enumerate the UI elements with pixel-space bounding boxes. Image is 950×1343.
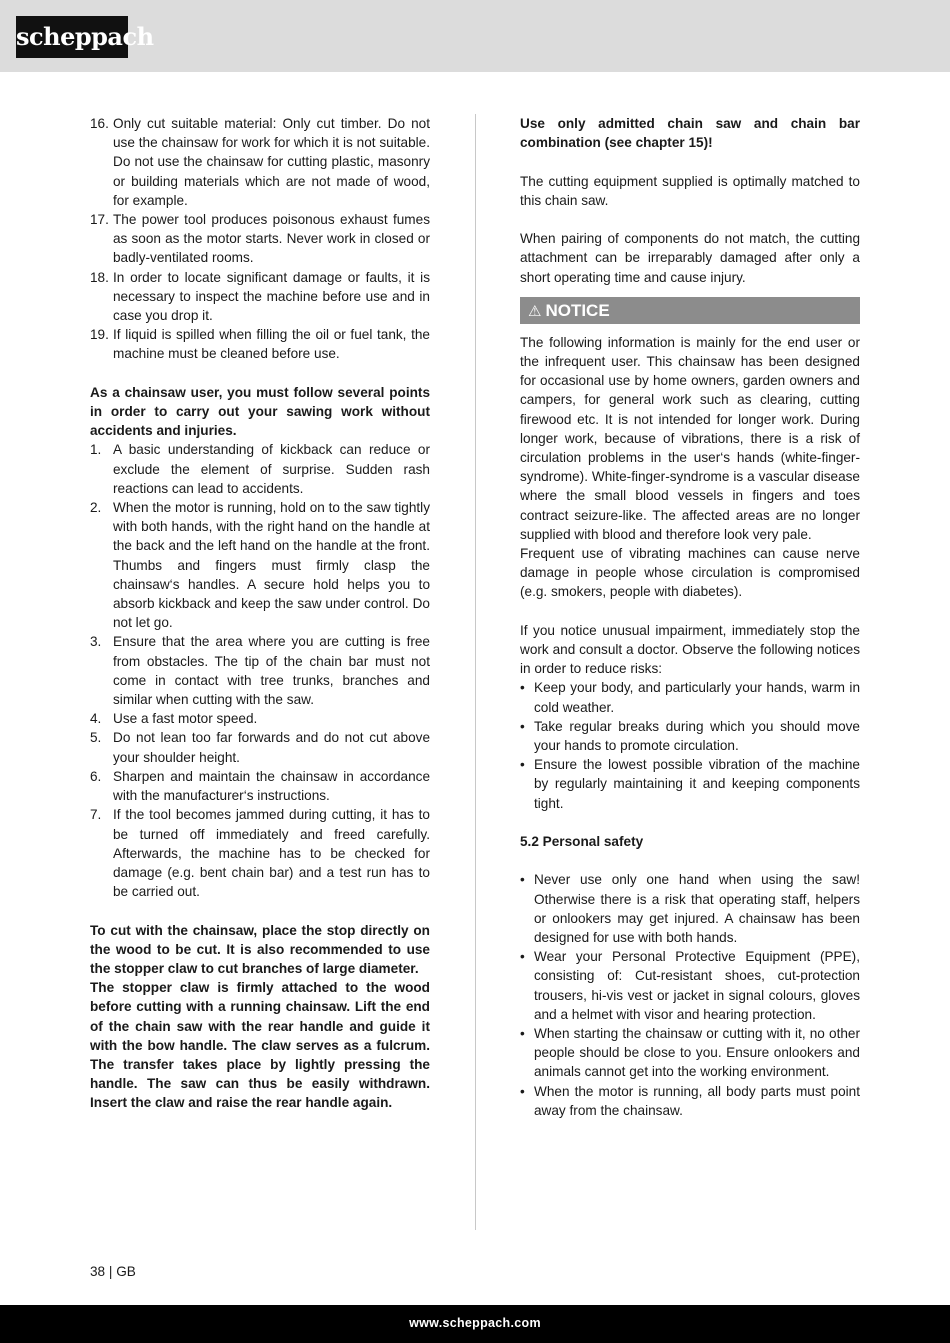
bullet-item: • Take regular breaks during which you should move your hands to promote circulation. xyxy=(520,718,860,754)
bullet-item: • Keep your body, and particularly your hands, warm in cold weather. xyxy=(520,680,860,715)
list-item: 1. A basic understanding of kickback can reduce or exclude the element of surprise. Sudden rash reactions can lead to accidents. xyxy=(90,442,430,496)
footer-website-link[interactable]: www.scheppach.com xyxy=(409,1316,541,1330)
bullet-item: • Wear your Personal Protective Equipment (PPE), consisting of: Cut-resistant shoes, cut-protection trousers, hi-vis vest or jacket in signal colours, gloves and a helmet with visor and hearing protection. xyxy=(520,949,860,1022)
right-column xyxy=(520,114,860,1120)
bullet-item: • When starting the chainsaw or cutting with it, no other people should be close to you. Ensure onlookers and animals cannot get into the working environment. xyxy=(520,1026,860,1080)
column-divider xyxy=(475,114,476,1230)
list-item: 2. When the motor is running, hold on to the saw tightly with both hands, with the right hand on the handle at the back and the left hand on the handle at the front. Thumbs and fingers must firmly clasp the chainsaw‘s handles. A secure hold helps you to absorb kickback and keep the saw under control. Do not let go. xyxy=(90,500,430,631)
paragraph: If you notice unusual impairment, immediately stop the work and consult a doctor. Observe the following notices in order to reduce risks: xyxy=(520,622,860,677)
list-item: 7. If the tool becomes jammed during cutting, it has to be turned off immediately and freed carefully. Afterwards, the machine has to be checked for damage (e.g. bent chain bar) and a test run has to be carried out. xyxy=(90,807,430,900)
paragraph: When pairing of components do not match, the cutting attachment can be irreparably damaged after only a short operating time and cause injury. xyxy=(520,231,860,285)
list-item: 3. Ensure that the area where you are cutting is free from obstacles. The tip of the chain bar must not come in contact with tree trunks, branches and similar when cutting with the saw. xyxy=(90,634,430,708)
list-item: 16. Only cut suitable material: Only cut timber. Do not use the chainsaw for work for which it is not suitable. Do not use the chainsaw for cutting plastic, masonry or building materials which are not made of wood, for example. xyxy=(90,116,430,208)
stop-claw-paragraph: The stopper claw is firmly attached to the wood before cutting with a running chainsaw. Lift the end of the chain saw with the rear handle and guide it with the bow handle. The claw serves as a fulcrum. The transfer takes place by lightly pressing the handle. The saw can thus be easily withdrawn. Insert the claw and raise the rear handle again. xyxy=(90,980,430,1111)
paragraph: The cutting equipment supplied is optimally matched to this chain saw. xyxy=(520,173,860,208)
list-item: 6. Sharpen and maintain the chainsaw in accordance with the manufacturer‘s instructions. xyxy=(90,768,430,804)
list-item: 17. The power tool produces poisonous exhaust fumes as soon as the motor starts. Never work in closed or badly-ventilated rooms. xyxy=(90,212,430,266)
bullet-item: • Ensure the lowest possible vibration of the machine by regularly maintaining it and keeping components tight. xyxy=(520,757,860,811)
admitted-combination-note: Use only admitted chain saw and chain bar combination (see chapter 15)! xyxy=(520,116,860,151)
section-heading: 5.2 Personal safety xyxy=(520,834,644,850)
bullet-item: • Never use only one hand when using the saw! Otherwise there is a risk that operating staff, helpers or onlookers may get injured. A chainsaw has been designed for use with both hands. xyxy=(520,872,860,946)
list-item: 19. If liquid is spilled when filling the oil or fuel tank, the machine must be cleaned before use. xyxy=(90,327,430,362)
paragraph: Frequent use of vibrating machines can cause nerve damage in people whose circulation is compromised (e.g. smokers, people with diabetes). xyxy=(520,546,860,600)
bullet-item: • When the motor is running, all body parts must point away from the chainsaw. xyxy=(520,1083,860,1118)
list-item: 5. Do not lean too far forwards and do not cut above your shoulder height. xyxy=(90,730,430,765)
paragraph: The following information is mainly for the end user or the infrequent user. This chainsaw has been designed for occasional use by home owners, garden owners and campers, for general work such as clearing, cutting firewood etc. It is not intended for longer work. During longer work, because of vibrations, there is a risk of circulation problems in the user‘s hands (white-finger-syndrome). White-finger-syndrome is a vascular disease where the small blood vessels in fingers and toes contract seizure-like. The affected areas are no longer supplied with blood and therefore look very pale. xyxy=(520,334,860,542)
page-number: 38 | GB xyxy=(90,1264,136,1279)
stop-claw-paragraph: To cut with the chainsaw, place the stop directly on the wood to be cut. It is also recommended to use the stopper claw to cut branches of large diameter. xyxy=(90,922,430,976)
notice-label: NOTICE xyxy=(545,300,610,320)
list-item: 18. In order to locate significant damage or faults, it is necessary to inspect the machine before use and in case you drop it. xyxy=(90,269,430,324)
warning-icon: ⚠ xyxy=(528,301,542,320)
notice-banner xyxy=(520,297,860,324)
user-heading: As a chainsaw user, you must follow several points in order to carry out your sawing work without accidents and injuries. xyxy=(90,384,430,439)
left-column xyxy=(90,114,430,1113)
brand-logo: scheppach xyxy=(16,16,128,58)
list-item: 4. Use a fast motor speed. xyxy=(90,711,258,727)
